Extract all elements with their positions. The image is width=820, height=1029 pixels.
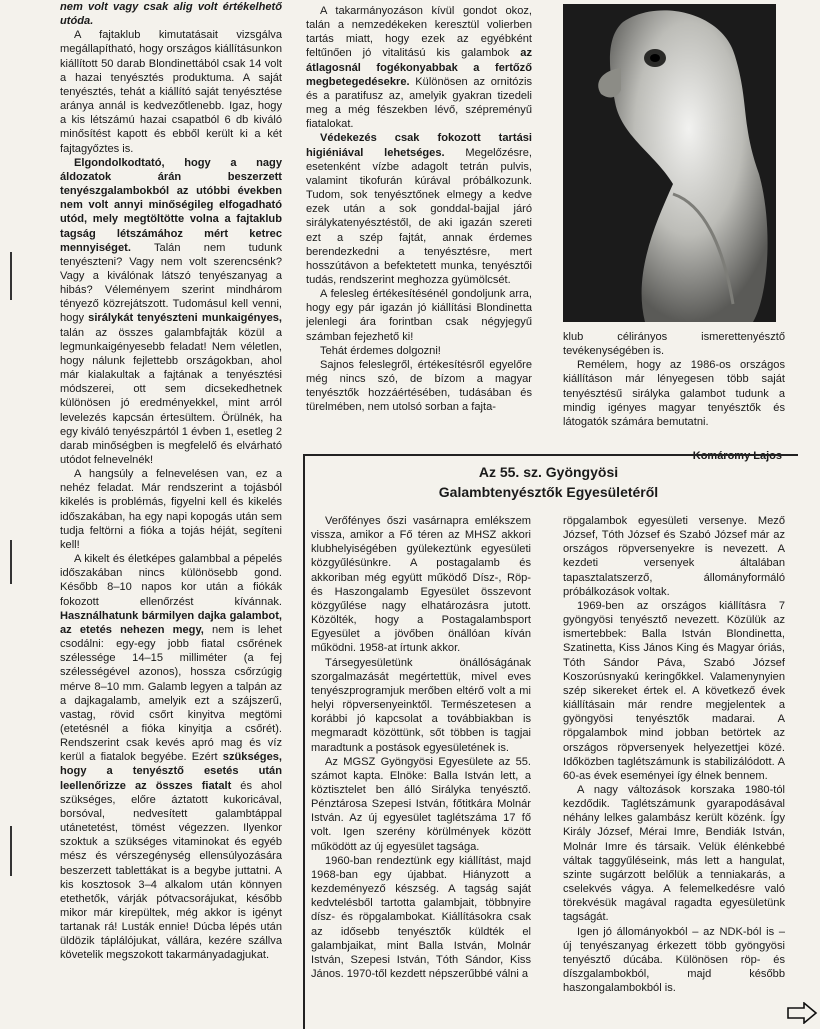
text-run: és ahol szükséges, előre áztatott kukoricával, borsóval, nedvesített galambtáppal utánetetést, tömést végezzen. Ilyenkor szoktuk a szükséges vitaminokat és egyéb mész és vérszegénység ellensúlyozására beszerzett tablettákat is a begybe juttatni. A kis kosztosok 3–4 alkalom után könnyen etethetők, várják pótvacsorájukat, később mikor már kirepültek, még akkor is igényt tartanak rá! Lusták ennie! Dúcba lépés után üldözik táplálójukat, vállára, kezére szállva követelik megszokott takarmányadagjukat.	[60, 779, 282, 962]
article-right-column	[563, 514, 785, 1029]
text-run: 1969-ben az országos kiállításra 7 gyöngyösi tenyésztő nevezett. Közülük az ismertebbek: Balla István Blondinetta, Szatinetta, Kiss János King és Magyar óriás, Tóth Sándor Páva, Szabó József Koszorúsnyakú keringőkkel. Valamenynyien szép sikereket értek el. A következő évek kiállításain már rendre megjelentek a gyöngyösi tenyésztők madarai. A röpgalambok mind jobban betörtek az országos röpversenyek helyezettjei közé. Időközben taglétszámunk is stabilizálódott. A 60-as évek eseményei így élnek bennem.	[563, 599, 785, 782]
text-run: Tehát érdemes dolgozni!	[320, 344, 441, 357]
paragraph	[563, 925, 785, 996]
text-run: Különösen az ornitózis és a paratifusz az, amelyik gyakran tizedeli meg a még fészekben lévő, szépreményű fiatalokat.	[306, 75, 532, 131]
paragraph	[311, 854, 531, 981]
article-title	[311, 462, 786, 502]
text-run: Verőfényes őszi vasárnapra emlékszem vissza, amikor a Fő téren az MHSZ akkori klubhelyiségében gyülekeztünk egyesületi közgyűlésünkre. A postagalamb és akkoriban még együtt működő Dísz-, Röp- és Haszongalamb Egyesület összevont közgyűlése nagy elhatározásra jutott. Közölték, hogy a Postagalambsport Egyesület a jövőben önállóan kíván működni. 1958-at írtunk akkor.	[311, 515, 531, 655]
paragraph	[60, 0, 282, 28]
middle-text-column	[306, 4, 532, 440]
emphasized-text: Védekezés csak fokozott tartási higiéniával lehetséges.	[306, 132, 532, 159]
paragraph	[306, 287, 532, 344]
text-run: röpgalambok egyesületi versenye. Mező József, Tóth József és Szabó József már az országos röpversenyekre is nevezett. A kezdeti versenyek általában tapasztalatszerző, állományformáló próbálkozások voltak.	[563, 515, 785, 598]
emphasized-text: Használhatunk bármilyen dajka galambot, az etetés nehezen megy,	[60, 609, 282, 636]
emphasized-text: Elgondolkodtató, hogy a nagy áldozatok árán beszerzett tenyészgalambokból az utóbbi években nem volt annyi minőségileg elfogadható utód, mely megtöltötte volna a fajtaklub tagság létszámához mért ketrec mennyiséget.	[60, 156, 282, 254]
margin-binding-mark	[8, 252, 14, 300]
article-title-line-1: Az 55. sz. Gyöngyösi	[478, 464, 619, 480]
paragraph	[60, 552, 282, 963]
pigeon-photo	[563, 4, 776, 322]
text-run: Igen jó állományokból – az NDK-ból is – új tenyészanyag érkezett több gyöngyösi tenyésztő dúcába. Különösen röp- és díszgalambokból, majd később haszongalambokból is.	[563, 925, 785, 995]
emphasized-text: szükséges, hogy a tenyésztő esetés után leellenőrizze az összes fiatalt	[60, 751, 282, 792]
left-text-column	[60, 0, 282, 1029]
text-run: Megelőzésre, esetenként vízbe adagolt tetrán pulvis, valamint tikofurán kúrával próbálkozunk. Tudom, sok tenyésztőnek elmegy a kedve ezek után a sok gonddal-bajjal járó sirálykatenyésztéstől, de aki igazán szereti ezt a szép fajtát, annak érdemes berendezkedni a tenyésztésre, mert hosszútávon a befektetett munka, tenyésztői tudás, rendszerint meghozza gyümölcsét.	[306, 146, 532, 286]
article-box-border-left	[303, 454, 305, 1029]
author-signature: Komáromy Lajos	[692, 450, 782, 462]
paragraph	[563, 358, 785, 429]
emphasized-text: az átlagosnál fogékonyabbak a fertőző megbetegedésekre.	[306, 47, 532, 88]
paragraph	[563, 330, 785, 358]
paragraph	[311, 514, 531, 656]
paragraph	[60, 28, 282, 155]
text-run: A hangsúly a felnevelésen van, ez a nehéz feladat. Már rendszerint a tojásból kikelés is problémás, figyelni kell és kikelés időszakában, ha egy napi kopogás után sem tudja feltörni a fióka a tojás héját, segíteni kell!	[60, 468, 282, 551]
paragraph	[306, 131, 532, 287]
paragraph	[306, 4, 532, 131]
paragraph	[563, 599, 785, 783]
text-run: A felesleg értékesítésénél gondoljunk arra, hogy egy pár igazán jó kiállítási Blondinetta jelenlegi ára forintban csak négyjegyű számban fejezhető ki!	[306, 288, 532, 343]
text-run: A nagy változások korszaka 1980-tól kezdődik. Taglétszámunk gyarapodásával néhány lelkes galambász került közénk. Így Király József, Mérai Imre, Bendiák István, Molnár Imre és társaik. Velük élénkebbé váltak taggyűléseink, más lett a hangulat, szinte sugárzott belőlük a tenniakarás, a cselekvés vágya. A felemelkedésre való törekvésük magával ragadta egyesületünk tagságát.	[563, 783, 785, 924]
paragraph	[311, 755, 531, 854]
text-run: talán az összes galambfajták közül a legmunkaigényesebb feladat! Nem véletlen, hogy nálunk fejlettebb országokban, ahol már kialakultak a fajtának a tenyésztési módszerei, ott sem dicsekedhetnek különösen jó eredményekkel, mint arról levelezés kapcsán értesültem. Örülnék, ha egy kiváló tenyészpártól 1 évben 1, esetleg 2 darab minőségben is megfelelő és elvárható utódot felnevelnék!	[60, 326, 282, 466]
paragraph	[60, 467, 282, 552]
margin-binding-mark	[8, 540, 14, 584]
text-run: Sajnos feleslegről, értékesítésről egyelőre még nincs szó, de bízom a magyar tenyésztők hozzáértésében, tudásában és türelmében, nem utolsó sorban a fajta-	[306, 358, 532, 414]
article-title-line-2: Galambtenyésztők Egyesületéről	[438, 484, 659, 500]
emphasized-text: nem volt vagy csak alig volt értékelhető utóda.	[60, 1, 282, 28]
text-run: A fajtaklub kimutatásait vizsgálva megállapítható, hogy országos kiállításunkon kiállított 50 darab Blondinettából csak 14 volt a hazai tenyésztés produktuma. A saját tenyésztés, tehát a kiállító saját tenyésztése aránya annál is kedvezőtlenebb. Igaz, hogy a kis létszámú hazai csapatból 6 db kiváló minősítést kapott és ebből került ki a két fajtagyőztes is.	[60, 29, 282, 155]
paragraph	[563, 783, 785, 925]
text-run: 1960-ban rendeztünk egy kiállítást, majd 1968-ban egy újabbat. Hiányzott a kezdeményező készség. A tagság saját kedvtelésből tartotta galambjait, többnyire dísz- és röpgalambokat. Kiállításokra csak az idősebb tenyésztők küldték el galambjaikat, mint Balla István, Molnár István, Szepesi István, Tóth Sándor, Kiss János. 1970-től kezdett népszerűbbé válni a	[311, 854, 531, 980]
next-page-arrow-icon	[786, 1002, 818, 1024]
text-run: Talán nem tudunk tenyészteni? Vagy nem volt szerencsénk? Vagy a kiválónak látszó tenyészanyag a hibás? Véleményem szerint mindhárom tényező közrejátszott. Tudomásul kell venni, hogy	[60, 241, 282, 325]
article-left-column	[311, 514, 531, 1029]
text-run: klub célirányos ismerettenyésztő tevékenységében is.	[563, 331, 785, 358]
text-run: nem is lehet csodálni: egy-egy jobb fiatal csőrének szélessége 14–15 milliméter (a fej szélességével azonos), hossza csőrzúgig mérve 8–10 mm. Galamb legyen a talpán az a dajkagalamb, amelyik ezt a szájszerű, vastag, rövid csőrt kinyitva megtömi (etetésnél a fióka kinyitja a csőrét). Rendszerint csak kevés apró mag és víz kerül a fiatalok begyébe. Ezért	[60, 623, 282, 764]
text-run: Remélem, hogy az 1986-os országos kiállításon már lényegesen több saját tenyésztésű sirályka galambot tudunk a mindig igényes magyar tenyésztők és látogatók számára bemutatni.	[563, 359, 785, 428]
text-run: Az MGSZ Gyöngyösi Egyesülete az 55. számot kapta. Elnöke: Balla István lett, a köztisztelet ben álló Sirályka tenyésztő. Pénztárosa Szepesi István, főtitkára Molnár István. Az új egyesület taglétszáma 17 fő volt. Igen szerény körülmények között működött az új egyesület tagsága.	[311, 755, 531, 853]
text-run: A kikelt és életképes galambbal a pépelés időszakában nincs különösebb gond. Később 8–10 napos kor után a fiókák fokozott ellenőrzést kívánnak.	[60, 553, 282, 608]
paragraph	[60, 156, 282, 467]
margin-binding-mark	[8, 826, 14, 876]
text-run: A takarmányozáson kívül gondot okoz, talán a nemzedékeken keresztül volierben tartás miatt, hogy ezek az egyébként feltűnően jó vitalitású kis galambok	[306, 5, 532, 60]
paragraph	[563, 514, 785, 599]
right-text-column	[563, 330, 785, 458]
text-run: Társegyesületünk önállóságának szorgalmazását megértettük, mivel eves tenyészprogramjuk merőben eltérő volt a mi helyi röpversenyeinktől. Természetesen a korábbi jó kapcsolat a továbbiakban is megmaradt közöttünk, sőt többen is tagjai maradtunk a postások egyesületének is.	[311, 656, 531, 754]
paragraph	[306, 344, 532, 358]
paragraph	[306, 358, 532, 415]
article-box-border-top	[303, 454, 798, 456]
emphasized-text: sirálykát tenyészteni munkaigényes,	[88, 312, 282, 325]
paragraph	[311, 656, 531, 755]
